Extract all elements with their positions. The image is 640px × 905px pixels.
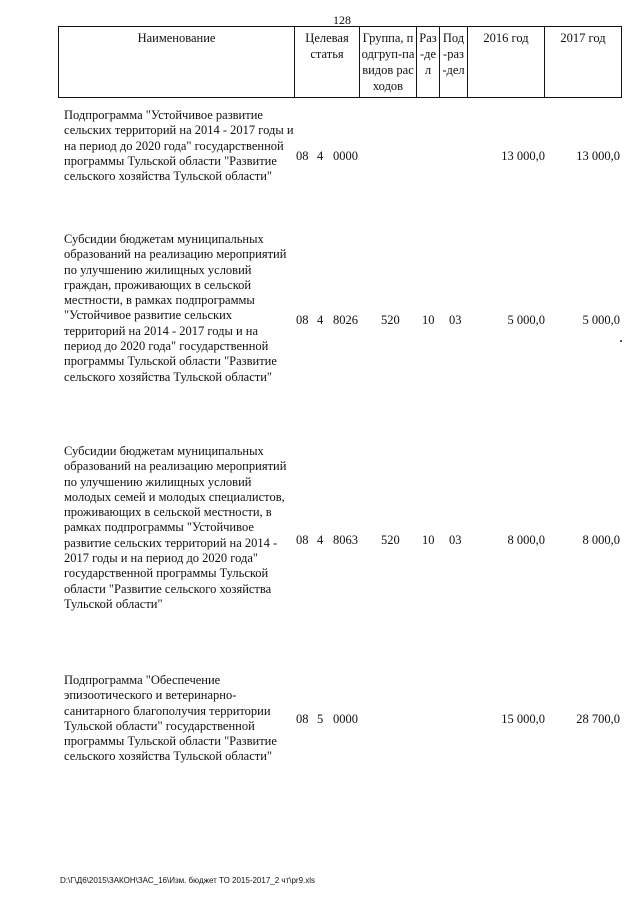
row-code-direction: 0000 (333, 149, 358, 163)
row-section: 10 (422, 533, 435, 547)
row-code-subprogram: 4 (317, 533, 324, 547)
row-subsection: 03 (449, 313, 462, 327)
row-code-direction: 8026 (333, 313, 358, 327)
row-group: 520 (381, 533, 400, 547)
row-code-subprogram: 4 (317, 149, 324, 163)
row-section: 10 (422, 313, 435, 327)
row-code-program: 08 (296, 149, 309, 163)
scan-speck (620, 340, 622, 342)
row-amount-2016: 8 000,0 (507, 533, 545, 547)
row-amount-2017: 5 000,0 (582, 313, 620, 327)
page-number: 128 (333, 13, 351, 27)
row-code-program: 08 (296, 712, 309, 726)
footer-file-path: D:\Г\Д6\2015\ЗАКОН\ЗАС_16\Изм. бюджет ТО 2015-2017_2 чт\pr9.xls (60, 876, 316, 885)
row-code-direction: 8063 (333, 533, 358, 547)
header-group: Группа, подгруп-па видов расходов (360, 27, 417, 98)
header-2016: 2016 год (468, 27, 545, 98)
row-code-subprogram: 5 (317, 712, 324, 726)
row-code-subprogram: 4 (317, 313, 324, 327)
row-name: Подпрограмма "Обеспечение эпизоотического и ветеринарно-санитарного благополучия территории Тульской области" государственной программы Тульской области "Развитие сельского хозяйства Тульской области" (64, 673, 277, 764)
table-header (58, 26, 622, 98)
header-target-article: Целевая статья (295, 27, 360, 98)
row-code-program: 08 (296, 313, 309, 327)
row-code-program: 08 (296, 533, 309, 547)
row-subsection: 03 (449, 533, 462, 547)
header-section: Раз-дел (417, 27, 440, 98)
row-name: Подпрограмма "Устойчивое развитие сельских территорий на 2014 - 2017 годы и на период до 2020 года" государственной программы Тульской области "Развитие сельского хозяйства Тульской области" (64, 108, 294, 184)
row-amount-2016: 13 000,0 (501, 149, 545, 163)
row-amount-2016: 15 000,0 (501, 712, 545, 726)
row-group: 520 (381, 313, 400, 327)
row-name: Субсидии бюджетам муниципальных образований на реализацию мероприятий по улучшению жилищных условий молодых семей и молодых специалистов, проживающих в сельской местности, в рамках подпрограммы "Устойчивое развитие сельских территорий на 2014 - 2017 годы и на период до 2020 года" государственной программы Тульской области "Развитие сельского хозяйства Тульской области" (64, 444, 287, 611)
row-amount-2017: 13 000,0 (576, 149, 620, 163)
row-amount-2016: 5 000,0 (507, 313, 545, 327)
header-subsection: Под-раз-дел (440, 27, 468, 98)
header-2017: 2017 год (545, 27, 622, 98)
header-name: Наименование (59, 27, 295, 98)
row-amount-2017: 8 000,0 (582, 533, 620, 547)
row-name: Субсидии бюджетам муниципальных образований на реализацию мероприятий по улучшению жилищных условий граждан, проживающих в сельской местности, в рамках подпрограммы "Устойчивое развитие сельских территорий на 2014 - 2017 годы и на период до 2020 года" государственной программы Тульской области "Развитие сельского хозяйства Тульской области" (64, 232, 287, 384)
row-amount-2017: 28 700,0 (576, 712, 620, 726)
row-code-direction: 0000 (333, 712, 358, 726)
